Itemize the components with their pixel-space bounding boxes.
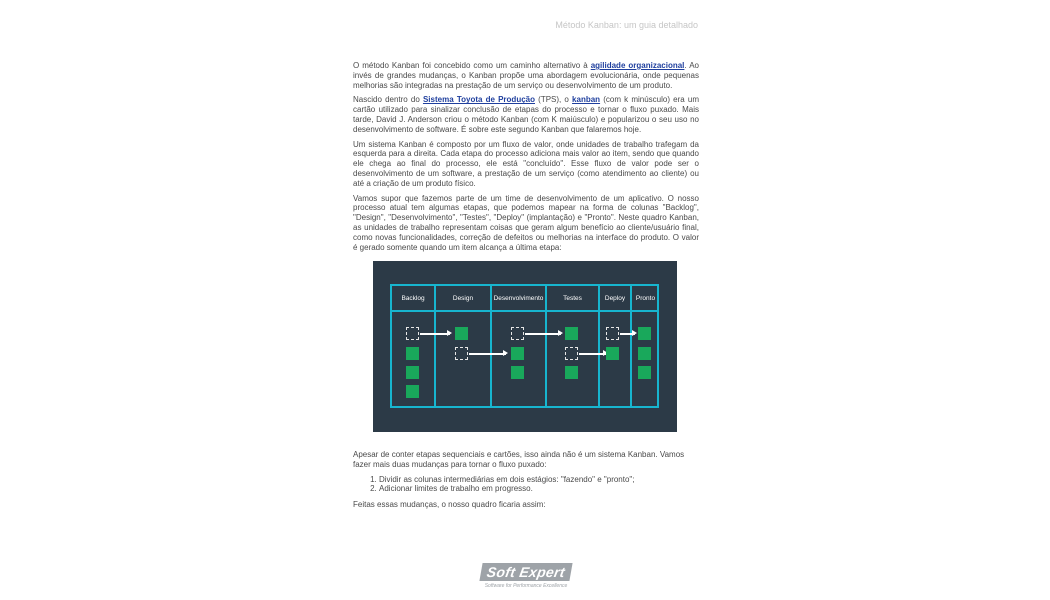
arrow-icon [525,333,561,335]
arrow-icon [579,353,606,355]
softexpert-logo [472,563,580,593]
list-item: 2. Adicionar limites de trabalho em progresso. [379,484,699,494]
column-header: Testes [547,286,598,312]
logo-tagline: Software for Performance Excellence [484,583,568,589]
article-body [353,61,699,257]
card [406,385,419,398]
paragraph-2: Nascido dentro do Sistema Toyota de Produção (TPS), o kanban (com k minúsculo) era um cartão utilizado para sinalizar conclusão de etapas do processo e tornar o fluxo puxado. Mais tarde, David J. Anderson criou o método Kanban (com K maiúsculo) e popularizou o seu uso no desenvolvimento de software. É sobre este segundo Kanban que falaremos hoje. [353,95,699,134]
arrow-icon [469,353,506,355]
column-deploy [598,286,630,406]
column-design [434,286,490,406]
paragraph-4: Vamos supor que fazemos parte de um time de desenvolvimento de um aplicativo. O nosso processo atual tem algumas etapas, que podemos mapear na forma de colunas "Backlog", "Design", "Desenvolvimento", "Testes", "Deploy" (implantação) e "Pronto". Neste quadro Kanban, as unidades de trabalho representam coisas que geram algum benefício ao cliente/usuário final, como novas funcionalidades, correção de defeitos ou melhorias na interface do produto. O valor é gerado somente quando um item alcança a última etapa: [353,193,699,252]
card-placeholder [406,327,419,340]
link-kanban[interactable]: kanban [572,95,601,105]
card [565,327,578,340]
card [406,366,419,379]
numbered-list [353,475,699,495]
list-item: 1. Dividir as colunas intermediárias em dois estágios: "fazendo" e "pronto"; [379,475,699,485]
logo-wordmark: Soft Expert [479,563,572,581]
card [606,347,619,360]
paragraph-1: O método Kanban foi concebido como um caminho alternativo à agilidade organizacional. Ao invés de grandes mudanças, o Kanban propõe uma abordagem evolucionária, onde pequenas melhorias são integradas na prestação de um serviço ou desenvolvimento de um produto. [353,61,699,90]
column-header: Backlog [392,286,434,312]
card-placeholder [455,347,468,360]
card-placeholder [511,327,524,340]
card [511,347,524,360]
column-desenvolvimento [490,286,545,406]
card [406,347,419,360]
card [638,347,651,360]
paragraph-5: Apesar de conter etapas sequenciais e cartões, isso ainda não é um sistema Kanban. Vamos fazer mais duas mudanças para tornar o fluxo puxado: [353,450,685,469]
card [565,366,578,379]
running-header: Método Kanban: um guia detalhado [555,20,698,30]
paragraph-6: Feitas essas mudanças, o nosso quadro ficaria assim: [353,500,546,510]
column-header: Pronto [632,286,659,312]
card [638,366,651,379]
arrow-icon [420,333,450,335]
card-placeholder [565,347,578,360]
card [511,366,524,379]
link-sistema-toyota[interactable]: Sistema Toyota de Produção [422,95,535,105]
arrow-icon [620,333,635,335]
card [638,327,651,340]
card-placeholder [606,327,619,340]
column-header: Desenvolvimento [492,286,545,312]
column-header: Deploy [600,286,630,312]
card [455,327,468,340]
kanban-board-figure [373,261,677,432]
kanban-board [390,284,659,408]
link-agilidade-organizacional[interactable]: agilidade organizacional [590,61,685,70]
column-header: Design [436,286,490,312]
column-testes [545,286,598,406]
article-body-continued [353,450,699,515]
paragraph-3: Um sistema Kanban é composto por um fluxo de valor, onde unidades de trabalho trafegam da esquerda para a direita. Cada etapa do processo adiciona mais valor ao item, sendo que quando ele chega ao final do processo, ele está "concluído". Esse fluxo de valor pode ser o desenvolvimento de um software, a prestação de um serviço (como atendimento ao cliente) ou até a criação de um produto físico. [353,139,699,188]
column-pronto [630,286,659,406]
